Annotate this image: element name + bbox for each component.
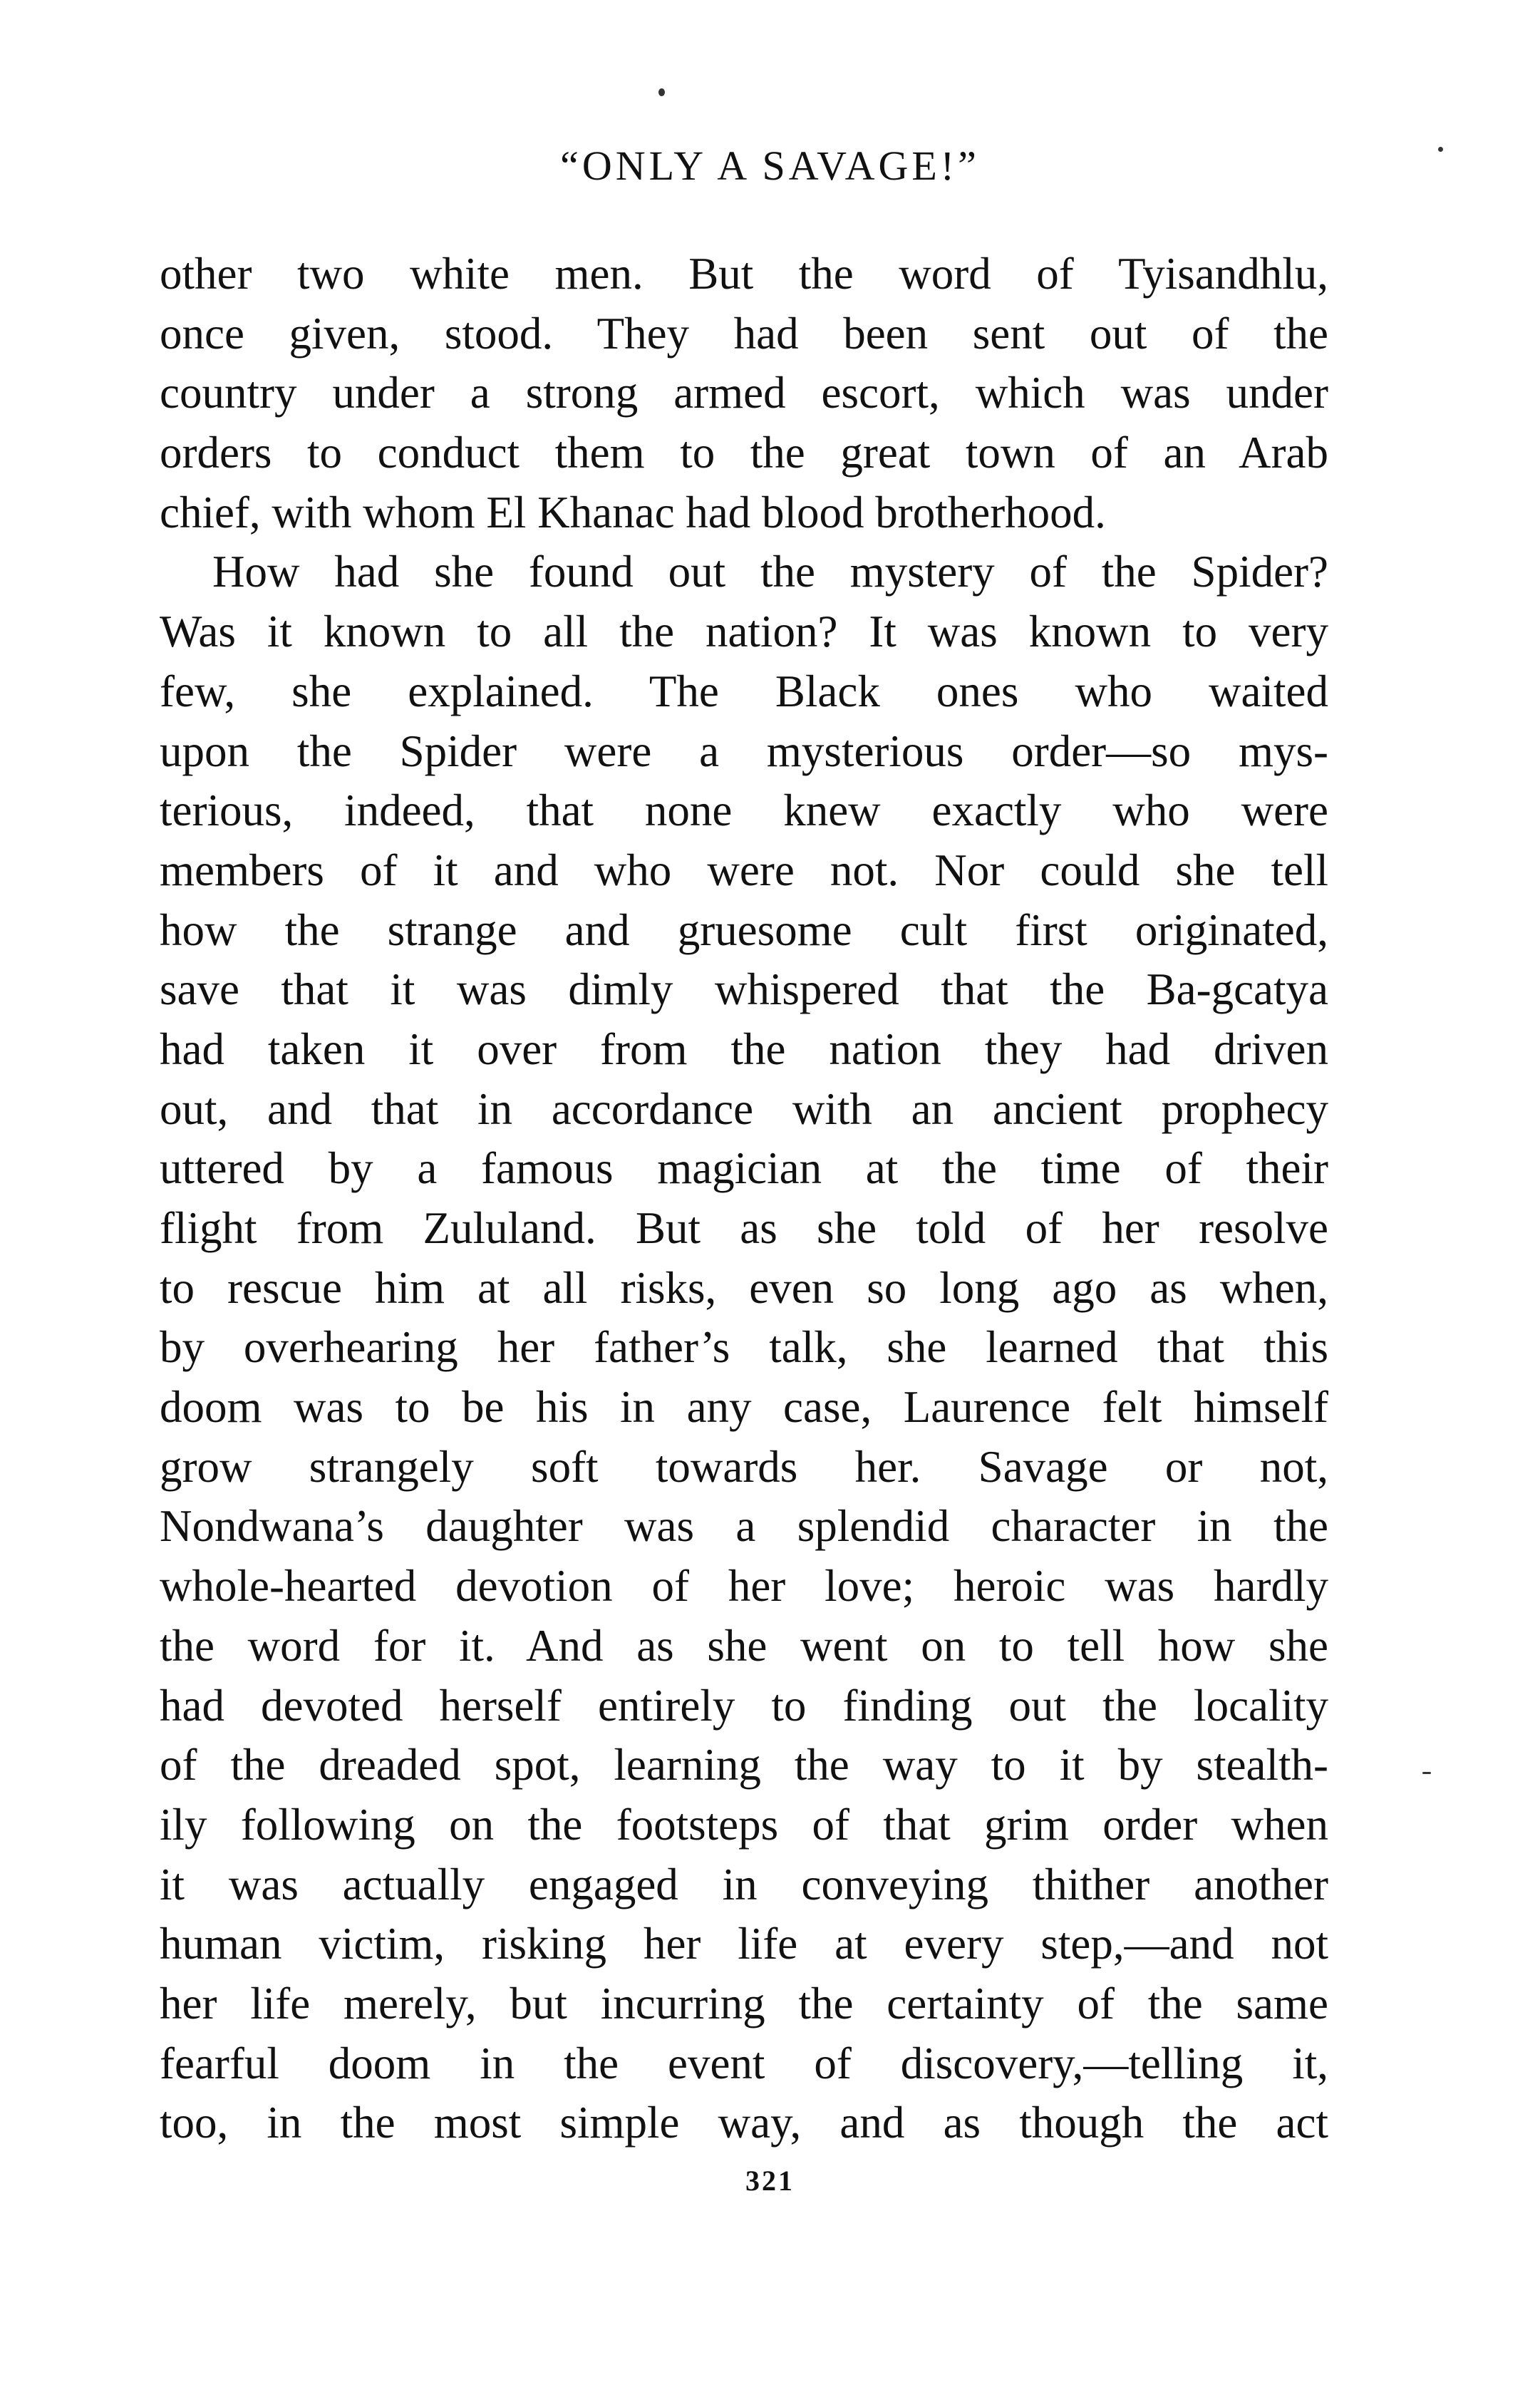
text-line: How had she found out the mystery of the Spider?	[212, 547, 1328, 597]
text-line: country under a strong armed escort, which was under	[160, 368, 1328, 418]
text-line: Was it known to all the nation? It was known to very	[160, 607, 1328, 657]
text-line: orders to conduct them to the great town of an Arab	[160, 428, 1328, 478]
text-line: too, in the most simple way, and as though the act	[160, 2098, 1328, 2148]
text-line: human victim, risking her life at every step,—and not	[160, 1919, 1328, 1969]
text-line: her life merely, but incurring the certainty of the same	[160, 1978, 1328, 2028]
text-line: upon the Spider were a mysterious order—so mys-	[160, 726, 1328, 776]
text-line: uttered by a famous magician at the time of their	[160, 1143, 1328, 1194]
text-line: fearful doom in the event of discovery,—telling it,	[160, 2038, 1328, 2088]
text-line: chief, with whom El Khanac had blood brotherhood.	[160, 487, 1106, 537]
text-line: ily following on the footsteps of that grim order when	[160, 1799, 1328, 1850]
text-line: to rescue him at all risks, even so long ago as when,	[160, 1262, 1328, 1313]
text-line: whole-hearted devotion of her love; heroic was hardly	[160, 1561, 1328, 1612]
ink-speck-top	[658, 88, 665, 96]
text-line: had devoted herself entirely to finding out the locality	[160, 1680, 1328, 1731]
text-line: how the strange and gruesome cult first originated,	[160, 904, 1328, 955]
text-line: members of it and who were not. Nor could she tell	[160, 845, 1328, 895]
page-number: 321	[745, 2165, 795, 2197]
text-line: had taken it over from the nation they had driven	[160, 1024, 1328, 1074]
text-line: save that it was dimly whispered that the Ba-gcatya	[160, 964, 1328, 1015]
body-text	[160, 244, 1328, 2153]
text-line: doom was to be his in any case, Laurence felt himself	[160, 1382, 1328, 1433]
text-line: once given, stood. They had been sent out of the	[160, 308, 1328, 359]
text-line: Nondwana’s daughter was a splendid character in the	[160, 1501, 1328, 1552]
text-line: other two white men. But the word of Tyisandhlu,	[160, 249, 1328, 299]
text-line: the word for it. And as she went on to tell how she	[160, 1620, 1328, 1671]
text-line: terious, indeed, that none knew exactly who were	[160, 785, 1328, 836]
text-line: grow strangely soft towards her. Savage or not,	[160, 1441, 1328, 1492]
text-line: flight from Zululand. But as she told of her resolve	[160, 1203, 1328, 1253]
text-line: out, and that in accordance with an ancient prophecy	[160, 1083, 1328, 1134]
text-line: by overhearing her father’s talk, she learned that this	[160, 1322, 1328, 1373]
running-head: “ONLY A SAVAGE!”	[560, 143, 980, 189]
ink-speck-right	[1422, 1772, 1431, 1774]
text-line: of the dreaded spot, learning the way to it by stealth-	[160, 1740, 1328, 1790]
text-line: it was actually engaged in conveying thither another	[160, 1859, 1328, 1909]
text-line: few, she explained. The Black ones who waited	[160, 666, 1328, 716]
